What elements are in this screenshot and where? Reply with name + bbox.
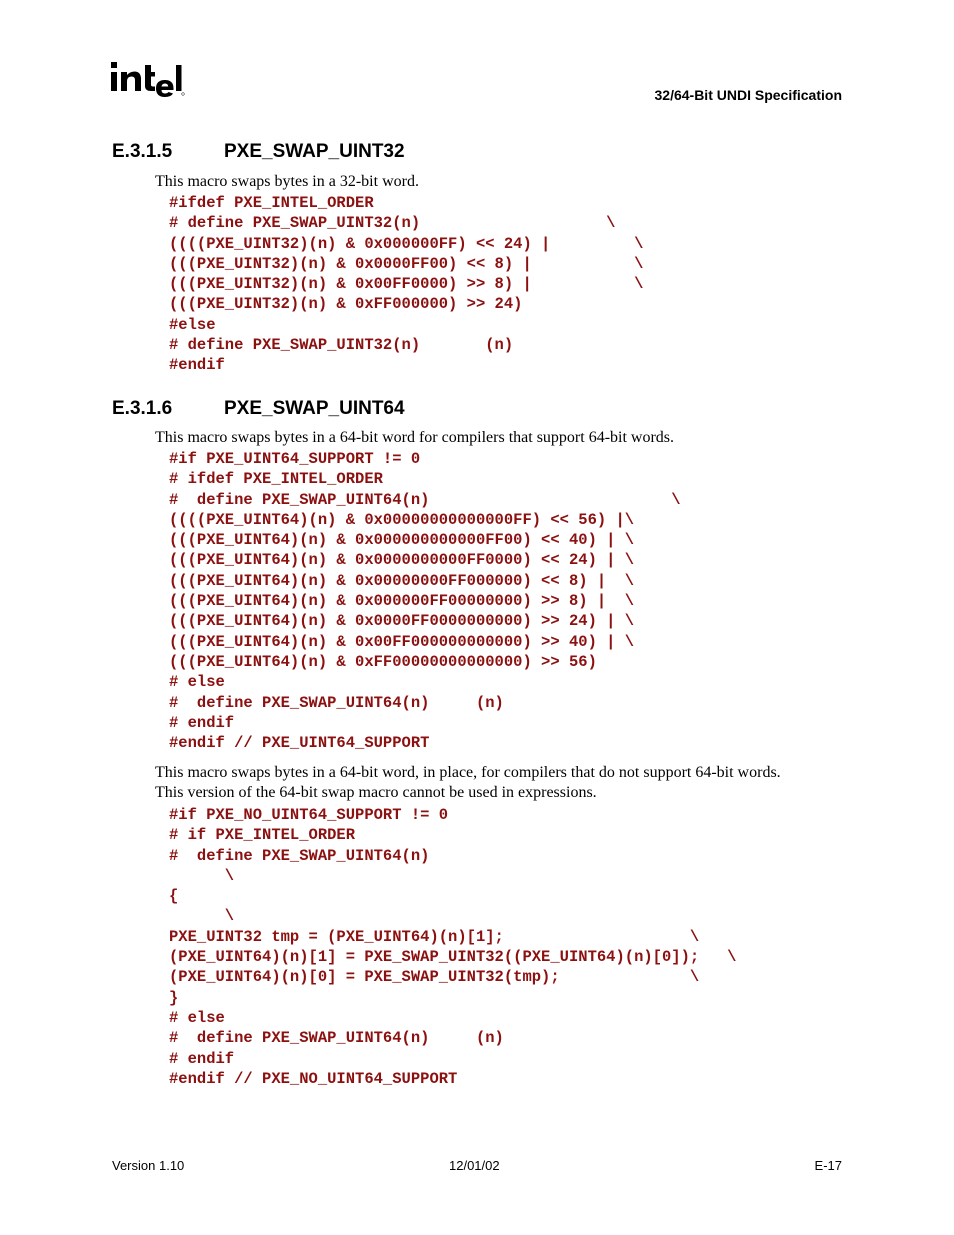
section-description: This macro swaps bytes in a 64-bit word for compilers that support 64-bit words. (155, 429, 675, 446)
footer-date: 12/01/02 (449, 1158, 500, 1173)
section-heading-swap-uint64 (112, 398, 405, 420)
section-title: PXE_SWAP_UINT32 (224, 141, 405, 162)
section-number: E.3.1.5 (112, 141, 173, 162)
footer-version: Version 1.10 (112, 1158, 185, 1173)
document-title: 32/64-Bit UNDI Specification (654, 87, 842, 103)
section-heading-swap-uint32 (112, 141, 405, 163)
section-description-in-place: This macro swaps bytes in a 64-bit word, in place, for compilers that do not support 64-bit words. This version of the 64-bit swap macro cannot be used in expressions. (155, 764, 781, 801)
intel-logo (110, 55, 185, 105)
section-description: This macro swaps bytes in a 32-bit word. (155, 173, 419, 190)
section-title: PXE_SWAP_UINT64 (224, 398, 405, 419)
section-number: E.3.1.6 (112, 398, 173, 419)
code-block-swap-uint64-in-place: #if PXE_NO_UINT64_SUPPORT != 0 # if PXE_INTEL_ORDER # define PXE_SWAP_UINT64(n) \ { \ PXE_UINT32 tmp = (PXE_UINT64)(n)[1]; \ (PXE_UINT64)(n)[1] = PXE_SWAP_UINT32((PXE_UINT64)(n)[0]); \ (PXE_UINT64)(n)[0] = PXE_SWAP_UINT32(tmp); \ } # else # define PXE_SWAP_UINT64(n) (n) # endif #endif // PXE_NO_UINT64_SUPPORT (169, 806, 737, 1088)
code-block-swap-uint64: #if PXE_UINT64_SUPPORT != 0 # ifdef PXE_INTEL_ORDER # define PXE_SWAP_UINT64(n) \ ((((PXE_UINT64)(n) & 0x00000000000000FF) << 56) |\ (((PXE_UINT64)(n) & 0x000000000000FF00) << 40) | \ (((PXE_UINT64)(n) & 0x0000000000FF0000) << 24) | \ (((PXE_UINT64)(n) & 0x00000000FF000000) << 8) | \ (((PXE_UINT64)(n) & 0x000000FF00000000) >> 8) | \ (((PXE_UINT64)(n) & 0x0000FF0000000000) >> 24) | \ (((PXE_UINT64)(n) & 0x00FF000000000000) >> 40) | \ (((PXE_UINT64)(n) & 0xFF00000000000000) >> 56) # else # define PXE_SWAP_UINT64(n) (n) # endif #endif // PXE_UINT64_SUPPORT (169, 450, 681, 753)
code-block-swap-uint32: #ifdef PXE_INTEL_ORDER # define PXE_SWAP_UINT32(n) \ ((((PXE_UINT32)(n) & 0x000000FF) << 24) | \ (((PXE_UINT32)(n) & 0x0000FF00) << 8) | \ (((PXE_UINT32)(n) & 0x00FF0000) >> 8) | \ (((PXE_UINT32)(n) & 0xFF000000) >> 24) #else # define PXE_SWAP_UINT32(n) (n) #endif (169, 194, 644, 375)
footer-page-number: E-17 (814, 1158, 842, 1173)
